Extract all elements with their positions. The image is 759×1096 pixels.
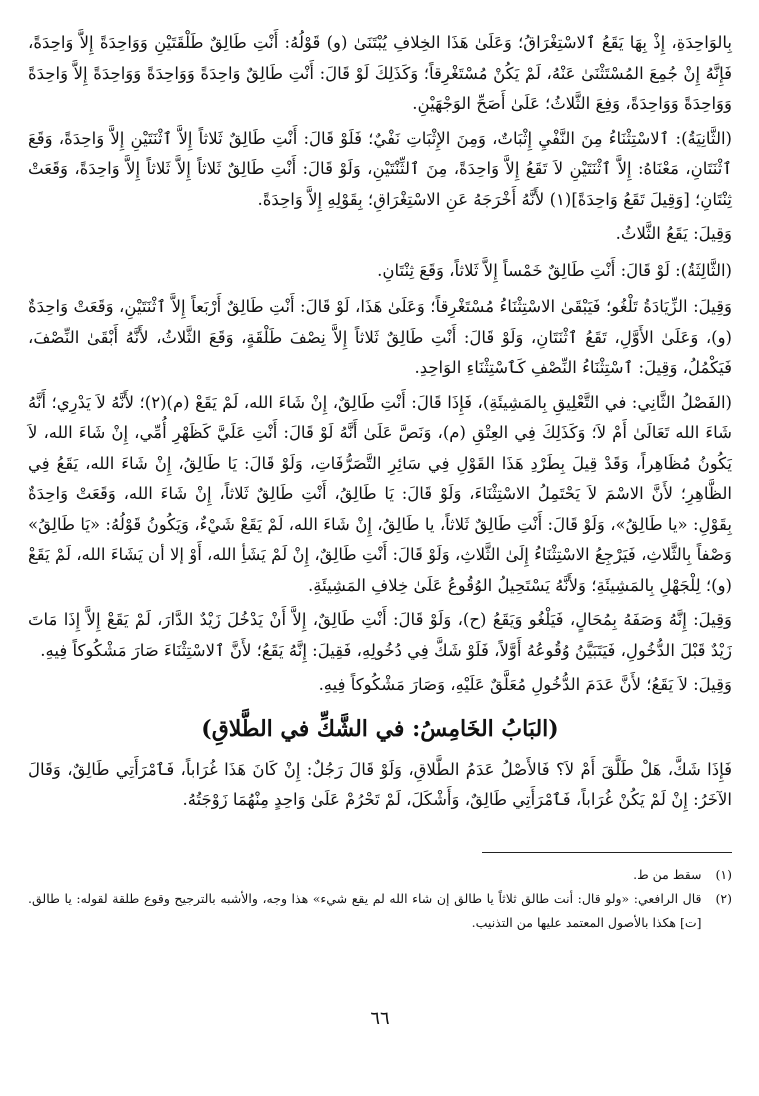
paragraph-1: بِالوَاحِدَةِ، إِذْ بِهَا يَقَعُ ٱلاسْتِغْرَاقُ؛ وَعَلَىٰ هَذَا الخِلافِ يُبْتَنَىٰ (و) قَوْلُهُ: أَنْتِ طَالِقٌ طَلْقَتَيْنِ وَوَاحِدَةً إِلاَّ وَاحِدَةً، فَإِنَّهُ إِنْ جُمِعَ المُسْتَثْنَىٰ عَنْهُ، لَمْ يَكُنْ مُسْتَغْرِقاً؛ وَكَذَلِكَ لَوْ قَالَ: أَنْتِ طَالِقٌ وَاحِدَةً وَوَاحِدَةً وَوَاحِدَةً إِلاَّ وَاحِدَةً وَوَاحِدَةً وَوَاحِدَةً، وَفِعَ الثَّلاثُ؛ عَلَىٰ أَصَحِّ الوَجْهَيْنِ. xyxy=(28,33,732,113)
footnote-divider xyxy=(482,852,732,853)
footnote-number: (٢) xyxy=(715,890,732,906)
page-number: ٦٦ xyxy=(370,1008,390,1029)
paragraph-2: (الثَّانِيَةُ): ٱلاسْتِثْنَاءُ مِنَ النَّفْيِ إِثْبَاتٌ، وَمِنَ الإِثْبَاتِ نَفْيٌ؛ فَلَوْ قَالَ: أَنْتِ طَالِقٌ ثَلاثاً إِلاَّ ٱثْنَتَيْنِ إِلاَّ وَاحِدَةً، وَقَعَ ٱثْنَتَانِ، مَعْنَاهُ: إِلاَّ ٱثْنَتَيْنِ لاَ تَقَعُ إِلاَّ وَاحِدَةً، مِنَ ٱلثِّنْتَيْنِ، وَلَوْ قَالَ: أَنْتِ طَالِقٌ ثَلاثاً إِلاَّ ثَلاثاً إِلاَّ وَاحِدَةً، وَقَعَتْ ثِنْتَانِ؛ [وَقِيلَ تَقَعُ وَاحِدَةً](١) لأَنَّهُ أَخْرَجَهُ عَنِ الاسْتِغْرَاقِ؛ بِقَوْلِهِ إِلاَّ وَاحِدَةً. xyxy=(28,128,732,209)
paragraph-7: وَقِيلَ: إِنَّهُ وَصَفَهُ بِمُحَالٍ، فَيَلْغُو وَيَقَعُ (ح)، وَلَوْ قَالَ: أَنْتِ طَالِقٌ، إِلاَّ أَنْ يَدْخُلَ زَيْدٌ الدَّارَ، لَمْ يَقَعْ إِلاَّ إِذَا مَاتَ زَيْدٌ قَبْلَ الدُّخُولِ، فَيَتَبَيَّنُ وُقُوعُهُ أَوَّلاً، فَلَوْ شَكَّ فِي دُخُولِهِ، فَقِيلَ: إِنَّهُ يَقَعُ؛ لأَنَّ ٱلاسْتِثْنَاءَ صَارَ مَشْكُوكاً فِيهِ. xyxy=(28,610,732,660)
paragraph-3: وَقِيلَ: يَقَعُ الثَّلاثُ. xyxy=(615,224,732,243)
paragraph-9: فَإِذَا شَكَّ، هَلْ طَلَّقَ أَمْ لاَ؟ فَالأَصْلُ عَدَمُ الطَّلاقِ، وَلَوْ قَالَ رَجُلٌ: إِنْ كَانَ هَذَا غُرَاباً، فَٱمْرَأَتِي طَالِقٌ، وَقَالَ الآخَرُ: إِنْ لَمْ يَكُنْ غُرَاباً، فَٱمْرَأَتِي طَالِقٌ، وَأَشْكَلَ، لَمْ تَحْرُمْ عَلَىٰ وَاحِدٍ مِنْهُمَا زَوْجَتُهُ. xyxy=(28,759,732,809)
footnote-text: سقط من ط. xyxy=(633,866,702,882)
book-page xyxy=(28,28,732,1073)
footnote-text: قال الرافعي: «ولو قال: أنت طالق ثلاثاً يا طالق إن شاء الله لم يقع شيء» هذا وجه، والأشبه بالترجيح وقوع طلقة لقوله: يا طالق. [ت] هكذا بالأصول المعتمد عليها من التذنيب. xyxy=(28,890,702,930)
paragraph-4: (الثَّالِثَةُ): لَوْ قَالَ: أَنْتِ طَالِقٌ خَمْساً إِلاَّ ثَلاثاً، وَقَعَ ثِنْتَانِ. xyxy=(377,260,732,280)
chapter-title: (البَابُ الخَامِسُ: في الشَّكِّ في الطَّلاقِ) xyxy=(201,715,559,742)
paragraph-5: وَقِيلَ: الزِّيَادَةُ تَلْغُو؛ فَيَبْقَىٰ الاسْتِثْنَاءُ مُسْتَغْرِقاً؛ وَعَلَىٰ هَذَا، لَوْ قَالَ: أَنْتِ طَالِقٌ أَرْبَعاً إِلاَّ ٱثْنَتَيْنِ، وَقَعَتْ وَاحِدَةٌ (و)، وَعَلَىٰ الأَوَّلِ، تَقَعُ ٱثْنَتَانِ، وَلَوْ قَالَ: أَنْتِ طَالِقٌ ثَلاثاً إِلاَّ نِصْفَ طَلْقَةٍ، وَقَعَ الثَّلاثُ، لأَنَّهُ أَبْقَىٰ النِّصْفَ، فَيَكْمُلُ، وَقِيلَ: ٱسْتِثْنَاءُ النِّصْفِ كَٱسْتِثْنَاءِ الوَاحِدِ. xyxy=(28,297,732,377)
footnote-2 xyxy=(28,887,732,935)
footnote-1 xyxy=(28,863,732,887)
paragraph-6: (الفَصْلُ الثَّانِي: في التَّعْلِيقِ بِالمَشِيئَةِ)، فَإِذَا قَالَ: أَنْتِ طَالِقٌ، إِنْ شَاءَ الله، لَمْ يَقَعْ (م)(٢)؛ لأَنَّهُ لاَ يَدْرِي؛ أَنَّهُ شَاءَ الله تَعَالَىٰ أَمْ لاَ؛ وَكَذَلِكَ فِي العِتْقِ (م)، وَنَصَّ عَلَىٰ أَنَّهُ لَوْ قَالَ: أَنْتِ عَلَيَّ كَظَهْرِ أُمِّي، إِنْ شَاءَ الله، لاَ يَكُونُ مُظَاهِراً، وَقَدْ قِيلَ بِطَرْدِ هَذَا القَوْلِ فِي سَائِرِ التَّصَرُّفَاتِ، وَلَوْ قَالَ: يَا طَالِقُ، إِنْ شَاءَ الله، يَقَعُ فِي الظَّاهِرِ؛ لأَنَّ الاسْمَ لاَ يَحْتَمِلُ الاسْتِثْنَاءَ، وَلَوْ قَالَ: يَا طَالِقُ، أَنْتِ طَالِقٌ ثَلاثاً، إِنْ شَاءَ الله، وَقَعَتْ وَاحِدَةٌ بِقَوْلِ: «يا طَالِقُ»، وَلَوْ قَالَ: أَنْتِ طَالِقٌ ثَلاثاً، يا طَالِقُ، إِنْ شَاءَ الله، لَمْ يَقَعْ شَيْءٌ، وَيَكُونُ قَوْلُهُ: «يَا طَالِقُ» وَصْفاً بِالثَّلاثِ، فَيَرْجِعُ الاسْتِثْنَاءُ إِلَىٰ الثَّلاثِ، وَلَوْ قَالَ: أَنْتِ طَالِقٌ، إِنْ لَمْ يَشَأِ الله، أَوْ إلا أن يَشَاءَ الله، لَمْ يَقَعْ (و)؛ لِلْجَهْلِ بِالمَشِيئَةِ؛ وَلأَنَّهُ يَسْتَحِيلُ الوُقُوعُ عَلَىٰ خِلافِ المَشِيئَةِ. xyxy=(28,392,732,595)
footnote-number: (١) xyxy=(715,866,732,882)
paragraph-8: وَقِيلَ: لاَ يَقَعُ؛ لأَنَّ عَدَمَ الدُّخُولِ مُعَلَّقٌ عَلَيْهِ، وَصَارَ مَشْكُوكاً فِيهِ. xyxy=(318,675,732,694)
